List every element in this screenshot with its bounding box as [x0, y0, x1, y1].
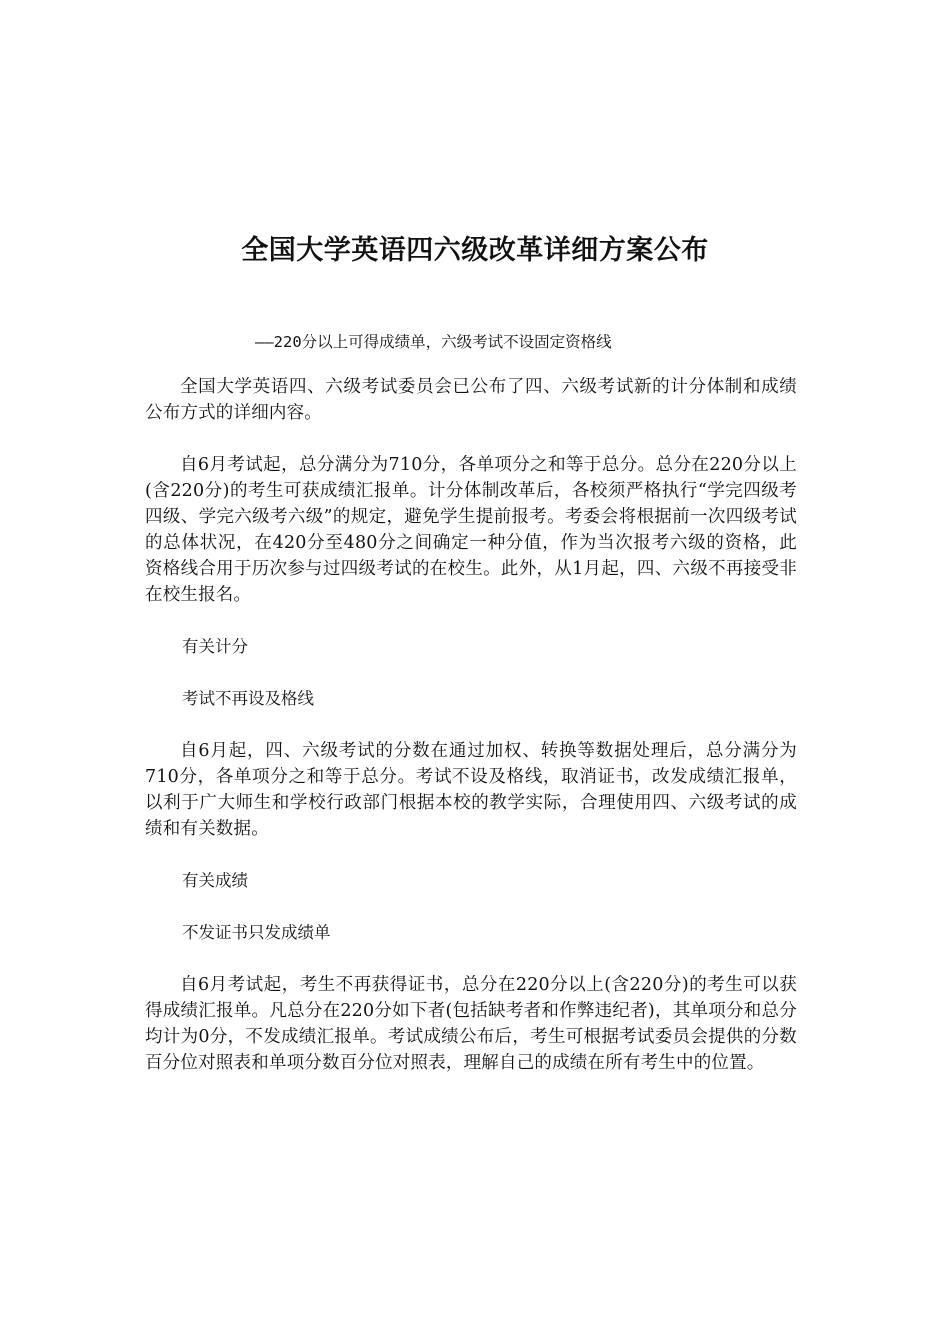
paragraph-no-pass-line: 自6月起，四、六级考试的分数在通过加权、转换等数据处理后，总分满分为710分，各单项分之和等于总分。考试不设及格线，取消证书，改发成绩汇报单，以利于广大师生和学校行政部门根据本校的教学实际，合理使用四、六级考试的成绩和有关数据。 [145, 741, 797, 839]
paragraph-report-only: 自6月考试起，考生不再获得证书，总分在220分以上(含220分)的考生可以获得成绩汇报单。凡总分在220分如下者(包括缺考者和作弊违纪者)，其单项分和总分均计为0分，不发成绩汇报单。考试成绩公布后，考生可根据考试委员会提供的分数百分位对照表和单项分数百分位对照表，理解自己的成绩在所有考生中的位置。 [145, 975, 797, 1073]
section-heading-scoring: 有关计分 [182, 637, 248, 656]
document-subtitle: ——220分以上可得成绩单，六级考试不设固定资格线 [255, 333, 612, 351]
section-heading-no-pass-line: 考试不再设及格线 [182, 689, 314, 708]
paragraph-score-system: 自6月考试起，总分满分为710分，各单项分之和等于总分。总分在220分以上(含220分)的考生可获成绩汇报单。计分体制改革后，各校须严格执行“学完四级考四级、学完六级考六级”的规定，避免学生提前报考。考委会将根据前一次四级考试的总体状况，在420分至480分之间确定一种分值，作为当次报考六级的资格，此资格线合用于历次参与过四级考试的在校生。此外，从1月起，四、六级不再接受非在校生报名。 [145, 455, 797, 605]
document-title: 全国大学英语四六级改革详细方案公布 [241, 235, 709, 266]
document-body [145, 374, 797, 1102]
section-heading-results: 有关成绩 [182, 871, 248, 890]
section-heading-report-only: 不发证书只发成绩单 [182, 923, 331, 942]
paragraph-intro: 全国大学英语四、六级考试委员会已公布了四、六级考试新的计分体制和成绩公布方式的详细内容。 [145, 377, 797, 423]
